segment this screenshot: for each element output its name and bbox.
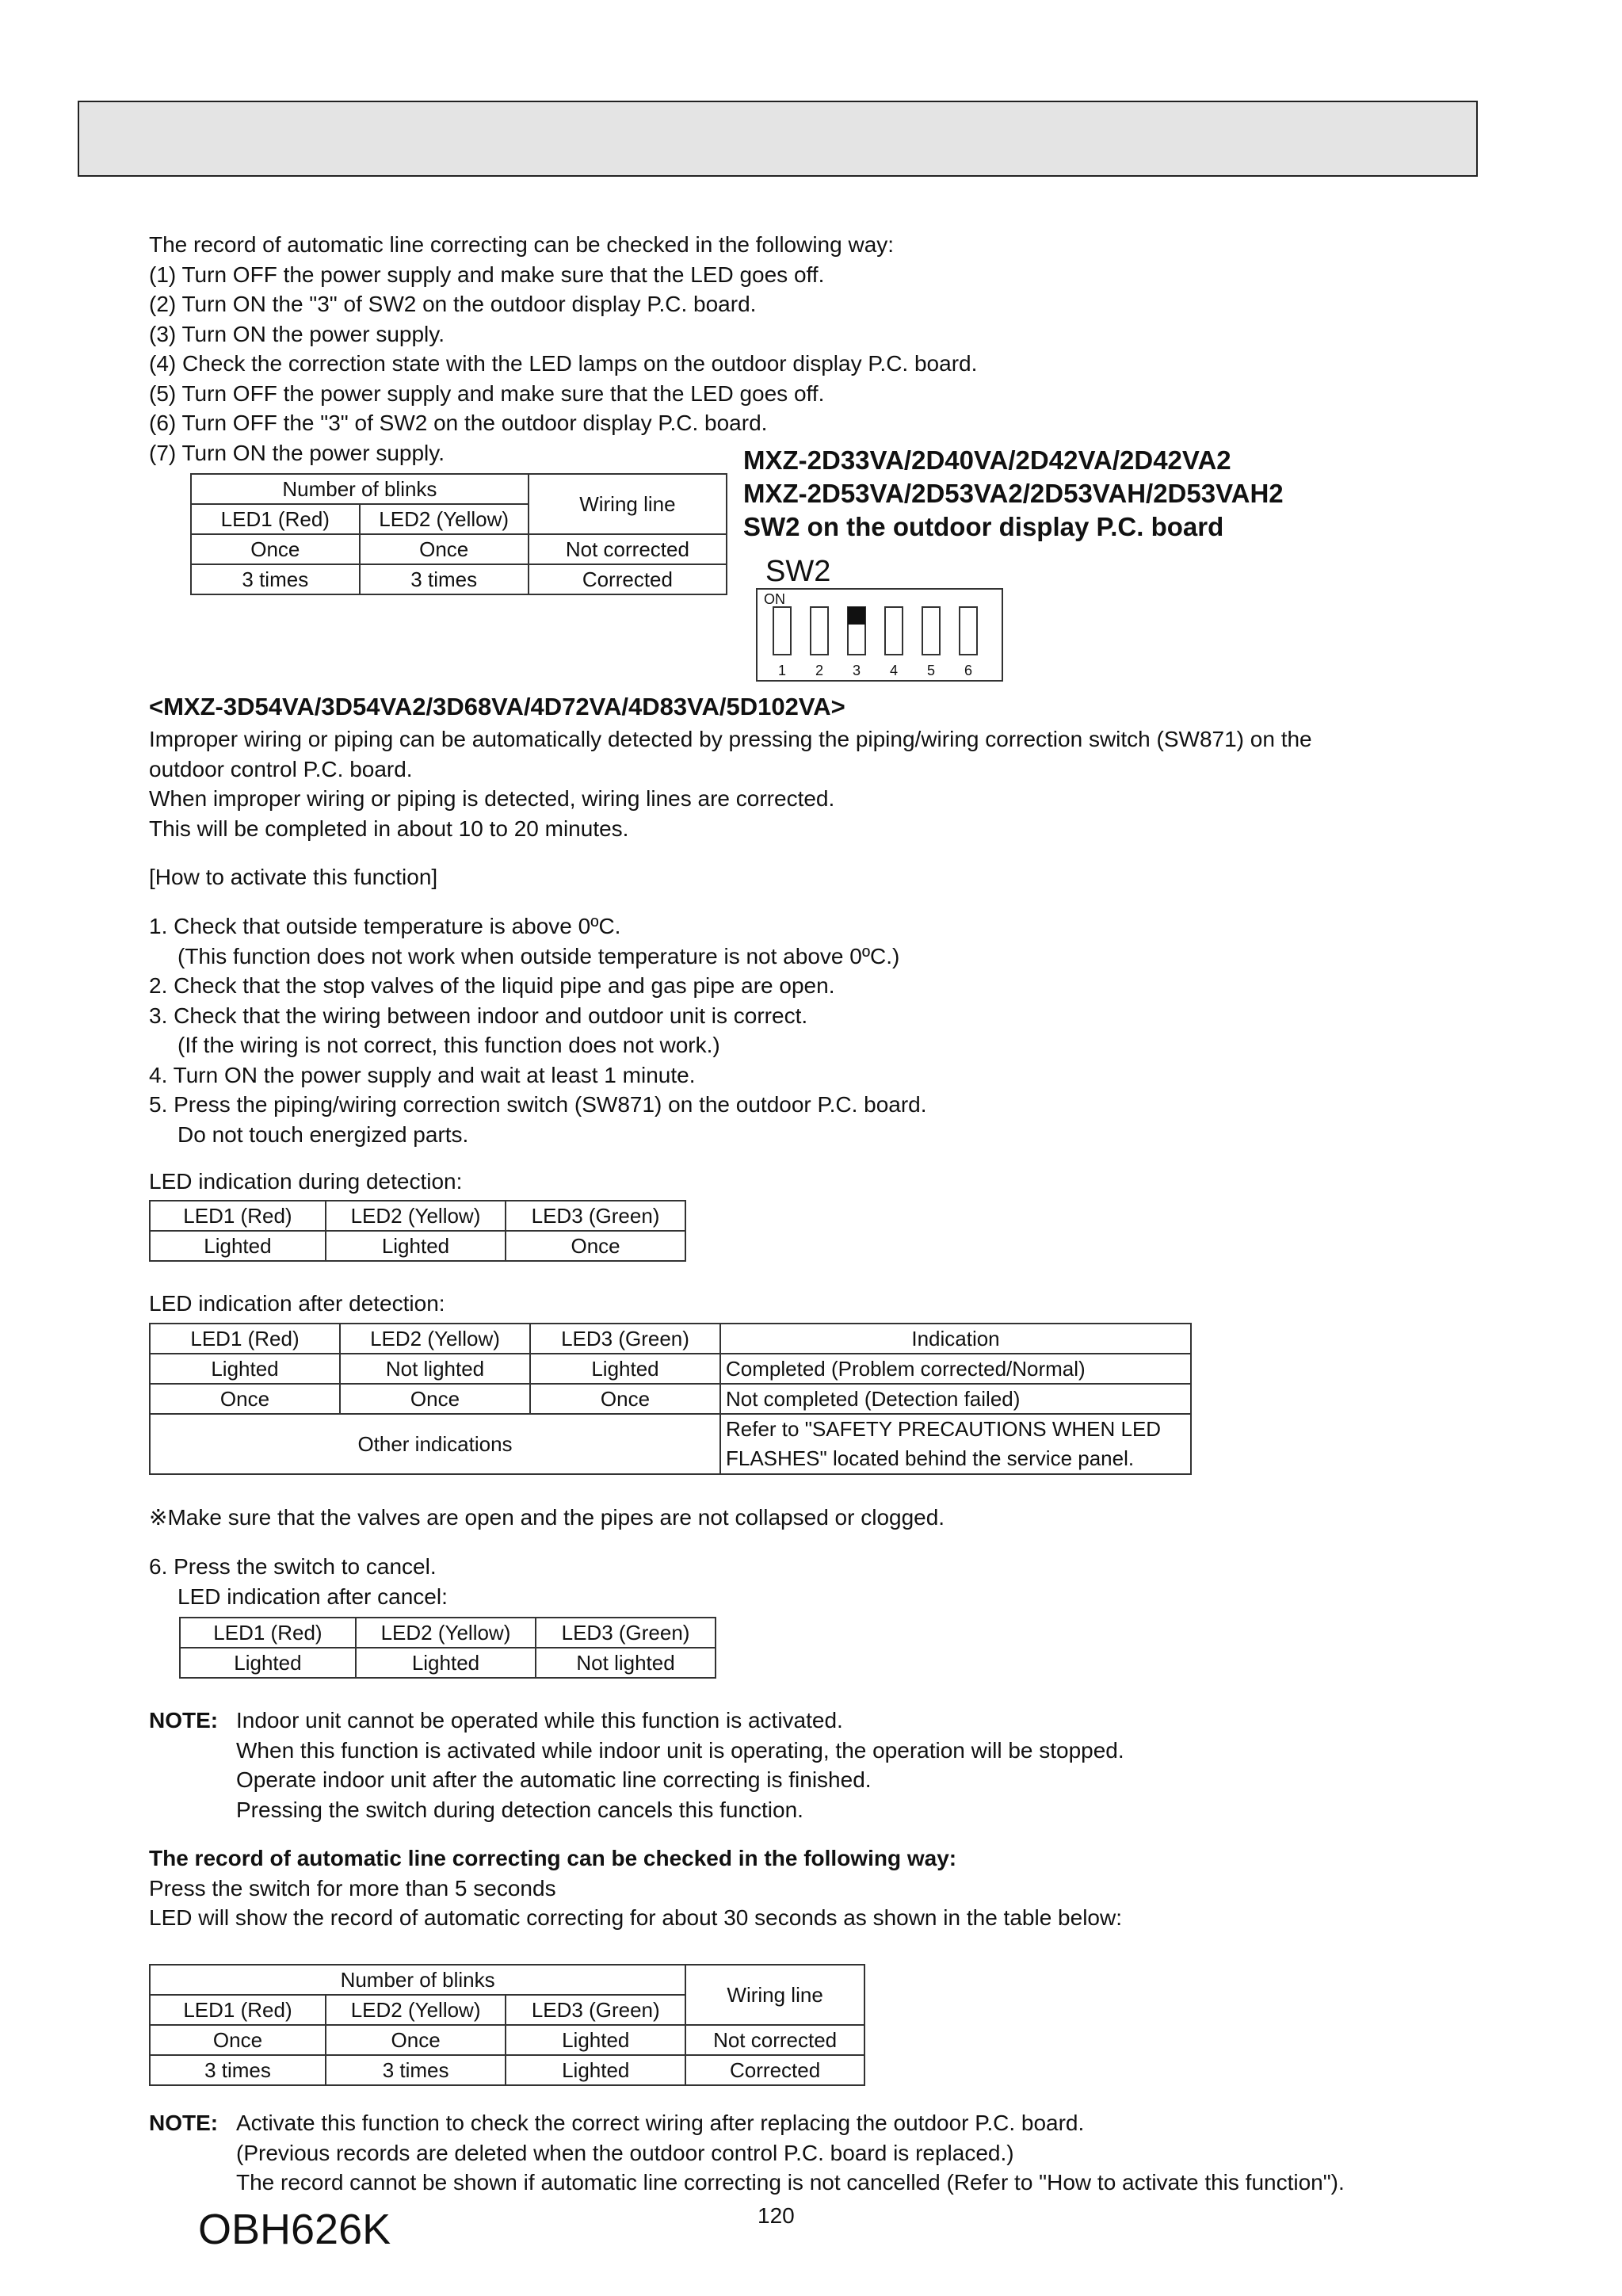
cancel-label: LED indication after cancel:: [177, 1584, 448, 1609]
table-cell: Once: [191, 534, 360, 564]
table-cell: 3 times: [360, 564, 529, 594]
table-header: LED2 (Yellow): [360, 504, 529, 534]
table-cell: Not lighted: [340, 1354, 530, 1384]
model-line: MXZ-2D33VA/2D40VA/2D42VA/2D42VA2: [743, 445, 1231, 475]
table-header: LED1 (Red): [191, 504, 360, 534]
dip-switch-knob-on: [848, 607, 865, 625]
model-heading-2d: [743, 444, 1284, 544]
table-row: [191, 564, 727, 594]
intro-line: (7) Turn ON the power supply.: [149, 440, 445, 465]
step-line: 6. Press the switch to cancel.: [149, 1554, 437, 1579]
record-line: LED will show the record of automatic correcting for about 30 seconds as shown in the table below:: [149, 1905, 1122, 1930]
during-label: LED indication during detection:: [149, 1169, 463, 1194]
dip-switch-1: [773, 607, 791, 655]
note-text: [236, 1706, 1124, 1824]
table-header: LED2 (Yellow): [340, 1324, 530, 1354]
dip-switch-number: 4: [889, 663, 899, 678]
table-row: [150, 2055, 864, 2085]
table-cell: [720, 1414, 1191, 1474]
dip-switch-number: 2: [815, 663, 824, 678]
record-line: Press the switch for more than 5 seconds: [149, 1875, 556, 1901]
table-row: [150, 1231, 685, 1261]
table-cell: Lighted: [150, 1231, 326, 1261]
table-header: LED2 (Yellow): [326, 1201, 506, 1231]
document-code: OBH626K: [198, 2206, 391, 2253]
note-label: NOTE:: [149, 2111, 219, 2135]
table-cell: Once: [360, 534, 529, 564]
indication-line: FLASHES" located behind the service panel.: [726, 1446, 1135, 1470]
dip-switch-number: 5: [926, 663, 936, 678]
section-description: [149, 724, 1312, 843]
table-cell: Lighted: [506, 2025, 685, 2055]
table-cell: Not corrected: [529, 534, 727, 564]
table-header: LED2 (Yellow): [326, 1995, 506, 2025]
table-header: LED3 (Green): [506, 1201, 685, 1231]
step-line: (This function does not work when outside temperature is not above 0ºC.): [177, 943, 900, 968]
note-label: NOTE:: [149, 1708, 219, 1733]
table-header: LED2 (Yellow): [356, 1618, 536, 1648]
step-line: 1. Check that outside temperature is above 0ºC.: [149, 914, 621, 938]
table-header: LED1 (Red): [180, 1618, 356, 1648]
intro-line: (4) Check the correction state with the LED lamps on the outdoor display P.C. board.: [149, 351, 978, 376]
blink-record-table-3d: [149, 1964, 865, 2086]
led-during-detection-table: [149, 1200, 686, 1262]
how-to-heading: [How to activate this function]: [149, 865, 438, 889]
intro-text: [149, 230, 977, 468]
table-header: LED3 (Green): [530, 1324, 720, 1354]
step-line: (If the wiring is not correct, this function does not work.): [177, 1033, 720, 1057]
dip-switch-number: 3: [852, 663, 861, 678]
step-line: 2. Check that the stop valves of the liquid pipe and gas pipe are open.: [149, 973, 835, 998]
table-cell: Not lighted: [536, 1648, 716, 1678]
model-line: SW2 on the outdoor display P.C. board: [743, 512, 1224, 541]
indication-line: Refer to "SAFETY PRECAUTIONS WHEN LED: [726, 1417, 1162, 1441]
step-line: 5. Press the piping/wiring correction switch (SW871) on the outdoor P.C. board.: [149, 1092, 927, 1117]
table-cell: Once: [506, 1231, 685, 1261]
table-row: [150, 1414, 1191, 1474]
activation-steps: [149, 911, 927, 1149]
note-line: When this function is activated while indoor unit is operating, the operation will be stopped.: [236, 1737, 1124, 1763]
intro-line: The record of automatic line correcting can be checked in the following way:: [149, 232, 895, 257]
table-header: LED1 (Red): [150, 1201, 326, 1231]
dip-switch-6: [960, 607, 977, 655]
table-row: [150, 1354, 1191, 1384]
note-line: Activate this function to check the correct wiring after replacing the outdoor P.C. board.: [236, 2111, 1085, 2135]
led-after-cancel-table: [179, 1617, 716, 1679]
desc-line: outdoor control P.C. board.: [149, 756, 413, 781]
table-cell: 3 times: [150, 2055, 326, 2085]
table-row: [150, 2025, 864, 2055]
step-line: 3. Check that the wiring between indoor and outdoor unit is correct.: [149, 1003, 808, 1028]
led-after-detection-table: [149, 1323, 1192, 1475]
table-header: Indication: [720, 1324, 1191, 1354]
intro-line: (6) Turn OFF the "3" of SW2 on the outdoor display P.C. board.: [149, 411, 768, 435]
intro-line: (5) Turn OFF the power supply and make sure that the LED goes off.: [149, 380, 825, 406]
note-line: Operate indoor unit after the automatic line correcting is finished.: [236, 1767, 872, 1792]
table-header: Wiring line: [685, 1965, 864, 2025]
table-cell: Corrected: [685, 2055, 864, 2085]
record-section: [149, 1843, 1122, 1933]
blink-record-table-2d: [190, 473, 727, 595]
dip-switch-number: 6: [964, 663, 973, 678]
table-cell: Other indications: [150, 1414, 720, 1474]
table-cell: Once: [150, 2025, 326, 2055]
cancel-step: [149, 1552, 448, 1611]
desc-line: When improper wiring or piping is detected, wiring lines are corrected.: [149, 786, 835, 811]
table-row: [180, 1648, 716, 1678]
table-cell: Once: [530, 1384, 720, 1414]
table-header: LED3 (Green): [506, 1995, 685, 2025]
sw2-on-label: ON: [764, 591, 785, 607]
model-line: MXZ-2D53VA/2D53VA2/2D53VAH/2D53VAH2: [743, 479, 1284, 508]
table-cell: Not completed (Detection failed): [720, 1384, 1191, 1414]
table-header: LED3 (Green): [536, 1618, 716, 1648]
table-cell: Once: [326, 2025, 506, 2055]
note-text: [236, 2108, 1345, 2198]
dip-switch-number: 1: [777, 663, 787, 678]
intro-line: (2) Turn ON the "3" of SW2 on the outdoor display P.C. board.: [149, 292, 757, 316]
table-cell: Lighted: [356, 1648, 536, 1678]
table-cell: Corrected: [529, 564, 727, 594]
desc-line: Improper wiring or piping can be automatically detected by pressing the piping/wiring correction switch (SW871) on the: [149, 727, 1312, 751]
after-label: LED indication after detection:: [149, 1291, 445, 1316]
table-cell: 3 times: [326, 2055, 506, 2085]
table-header: Wiring line: [529, 474, 727, 534]
table-header: Number of blinks: [191, 474, 529, 504]
table-cell: 3 times: [191, 564, 360, 594]
section-title-3d-models: <MXZ-3D54VA/3D54VA2/3D68VA/4D72VA/4D83VA/5D102VA>: [149, 693, 845, 720]
dip-switch-5: [922, 607, 940, 655]
intro-line: (1) Turn OFF the power supply and make sure that the LED goes off.: [149, 262, 825, 287]
note-line: Pressing the switch during detection cancels this function.: [236, 1797, 803, 1822]
step-line: 4. Turn ON the power supply and wait at least 1 minute.: [149, 1062, 696, 1087]
table-cell: Not corrected: [685, 2025, 864, 2055]
table-header: Number of blinks: [150, 1965, 685, 1995]
intro-line: (3) Turn ON the power supply.: [149, 321, 445, 346]
table-cell: Completed (Problem corrected/Normal): [720, 1354, 1191, 1384]
table-cell: Lighted: [180, 1648, 356, 1678]
record-title: The record of automatic line correcting can be checked in the following way:: [149, 1846, 957, 1870]
table-header: LED1 (Red): [150, 1324, 340, 1354]
table-cell: Lighted: [326, 1231, 506, 1261]
dip-switch-4: [885, 607, 903, 655]
note-line: The record cannot be shown if automatic line correcting is not cancelled (Refer to "How to activate this function").: [236, 2170, 1345, 2195]
table-cell: Once: [150, 1384, 340, 1414]
table-cell: Once: [340, 1384, 530, 1414]
table-cell: Lighted: [150, 1354, 340, 1384]
step-line: Do not touch energized parts.: [177, 1121, 469, 1147]
table-row: [150, 1384, 1191, 1414]
header-banner: [78, 101, 1478, 177]
desc-line: This will be completed in about 10 to 20 minutes.: [149, 816, 629, 841]
table-header: LED1 (Red): [150, 1995, 326, 2025]
sw2-label: SW2: [765, 555, 831, 588]
note-line: (Previous records are deleted when the outdoor control P.C. board is replaced.): [236, 2140, 1014, 2165]
table-cell: Lighted: [530, 1354, 720, 1384]
table-cell: Lighted: [506, 2055, 685, 2085]
note-line: Indoor unit cannot be operated while this function is activated.: [236, 1708, 843, 1733]
page-number: 120: [758, 2203, 795, 2228]
sw2-dip-switch-diagram: [756, 588, 1003, 682]
dip-switch-2: [811, 607, 828, 655]
valve-reminder: ※Make sure that the valves are open and the pipes are not collapsed or clogged.: [149, 1505, 945, 1530]
table-row: [191, 534, 727, 564]
